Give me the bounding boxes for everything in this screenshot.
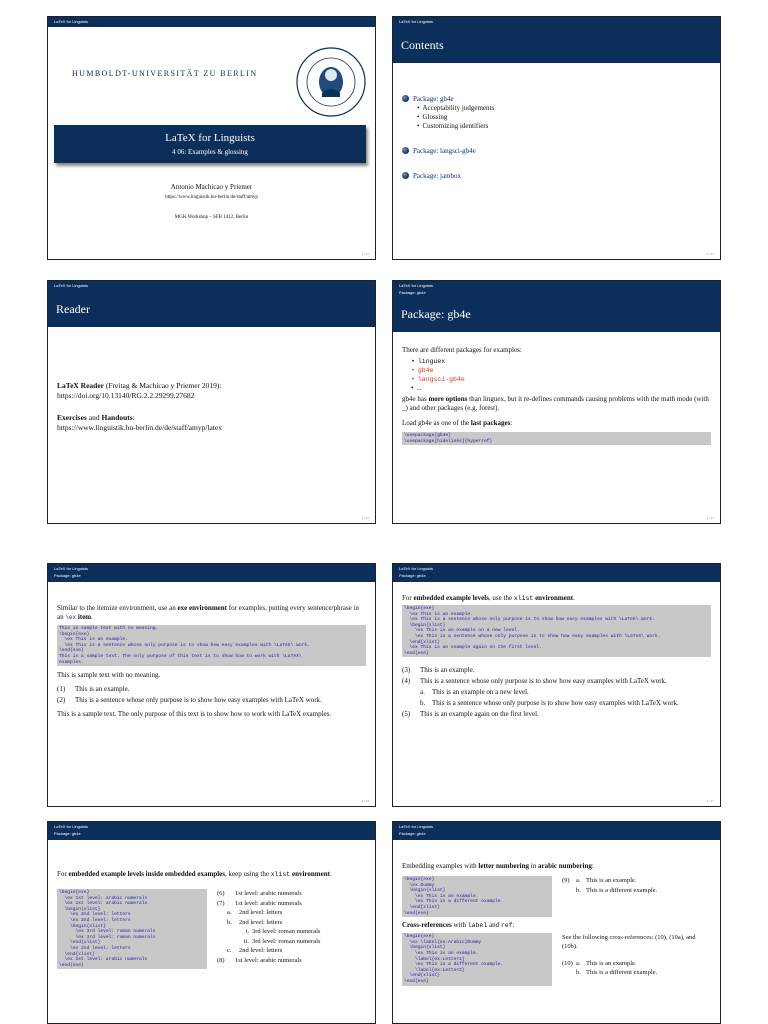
toc-subitem[interactable]: • Customizing identifiers — [424, 122, 711, 131]
nav-short-title: LaTeX for Linguists — [54, 283, 89, 288]
reader-doi[interactable]: https://doi.org/10.13140/RG.2.2.29299.27682 — [57, 391, 195, 400]
example-row — [217, 918, 320, 928]
pkg-item: • linguex — [418, 357, 711, 366]
page-number: 5 / 27 — [361, 799, 369, 803]
example-text: 1st level: arabic numerals — [235, 899, 302, 907]
intro-text: Similar to the itemize environment, use an exe environment for examples, putting every sentence/phrase in an \ex item. — [57, 604, 359, 621]
presentation-title: LaTeX for Linguists — [165, 132, 255, 144]
example-10: See the following cross-references: (10), (10a), and (10b). (10) a. This is an example. b. This is a different example. — [562, 933, 711, 985]
slide-header — [48, 822, 375, 840]
university-seal-icon — [294, 45, 368, 119]
nav-short-title: LaTeX for Linguists — [54, 824, 89, 829]
pkg-item: • gb4e — [418, 366, 711, 375]
example-number: (7) — [217, 899, 225, 907]
example-row — [217, 908, 320, 918]
example-row — [217, 927, 320, 937]
slide-header — [393, 822, 720, 840]
pkg-item: • ... — [418, 384, 711, 393]
example-row — [217, 946, 320, 956]
author: Antonio Machicao y Priemer — [170, 183, 253, 191]
nav-short-title: LaTeX for Linguists — [399, 19, 434, 24]
slide-header — [48, 17, 375, 27]
code-block: This is sample text with no meaning. \begin{exe} \ex This is an example. \ex This is a sentence whose only purpose is to show how easy examples with \LaTeX\ work. \end{exe} This is a sample text. The only purpose of this text is to show how to work with \LaTeX\ examples. — [57, 625, 366, 666]
example-5: (5) This is an example again on the first level. — [402, 710, 539, 719]
nav-short-title: LaTeX for Linguists — [399, 566, 434, 571]
nav-section: Package: gb4e — [399, 573, 426, 578]
example-number: b. — [227, 918, 232, 926]
example-text: 1st level: arabic numerals — [235, 956, 302, 964]
toc-item[interactable] — [402, 147, 711, 156]
example-number: (8) — [217, 956, 225, 964]
nav-short-title: LaTeX for Linguists — [399, 824, 434, 829]
example-list — [217, 889, 320, 969]
event: MGK Workshop – SFB 1412, Berlin — [174, 215, 249, 220]
slide-title — [47, 16, 376, 260]
example-row — [217, 899, 320, 909]
slide-exe — [47, 563, 376, 807]
slide-header — [393, 17, 720, 63]
slide-header — [48, 564, 375, 582]
toc-label: Package: langsci-gb4e — [413, 147, 476, 155]
example-text: 2nd level: letters — [239, 918, 283, 926]
toc-item[interactable] — [402, 95, 711, 104]
exercises-url[interactable]: https://www.linguistik.hu-berlin.de/de/staff/amyp/latex — [57, 423, 222, 432]
slide-header — [393, 564, 720, 582]
example-text: 2nd level: letters — [239, 909, 283, 916]
toc-label: Package: jambox — [413, 172, 462, 180]
exercises-line: Exercises and Handouts: — [57, 413, 135, 422]
code-block: \begin{exe} \ex Dummy \begin{xlist} \ex This is an example. \ex This is a different example. \end{xlist} \end{exe} — [402, 876, 552, 917]
code-block: \begin{exe} \ex This is an example. \ex This is a sentence whose only purpose is to show how easy examples with \LaTeX\ work. \begin{xlist} \ex This is an example on a new level. \ex This is a sentence whose only purpose is to show how easy examples with \LaTeX\ work. \end{xlist} \ex This is an example again on the first level. \end{exe} — [402, 605, 711, 657]
toc-item[interactable] — [402, 172, 711, 181]
example-number: (6) — [217, 890, 225, 897]
example-text: 3rd level: roman numerals — [252, 928, 321, 935]
ball-bullet-icon — [402, 147, 409, 154]
intro-text: Embedding examples with letter numbering in arabic numbering: — [402, 862, 594, 870]
slide-contents — [392, 16, 721, 260]
page-number: 3 / 27 — [361, 516, 369, 520]
slide-xlist — [392, 563, 721, 807]
intro-text: For embedded example levels inside embedded examples, keep using the xlist environment. — [57, 870, 332, 878]
crossref-heading: Cross-references with label and ref: — [402, 921, 515, 930]
example-4a: a. This is an example on a new level. — [420, 688, 529, 697]
example-row — [217, 956, 320, 966]
toc-subitem[interactable]: • Glossing — [424, 113, 711, 122]
example-row — [217, 937, 320, 947]
pkg-item: • langsci-gb4e — [418, 375, 711, 384]
load-note: Load gb4e as one of the last packages: — [402, 419, 513, 427]
intro-text: For embedded example levels, use the xlist environment. — [402, 594, 575, 602]
code-block: \usepackage{gb4e} \usepackage[hidelinks]{hyperref} — [402, 432, 711, 445]
page-number: 4 / 27 — [706, 516, 714, 520]
presentation-subtitle: 4 06: Examples & glossing — [172, 148, 248, 156]
nav-section: Package: gb4e — [399, 290, 426, 295]
nav-section: Package: gb4e — [399, 831, 426, 836]
ball-bullet-icon — [402, 172, 409, 179]
example-2: (2) This is a sentence whose only purpose is to show how easy examples with LaTeX work. — [57, 696, 322, 705]
slide-header — [393, 281, 720, 332]
gb4e-note: gb4e has more options than linguex, but it re-defines commands causing problems with the math mode (with _) and other packages (e.g. forest). — [402, 395, 709, 412]
reader-line: LaTeX Reader (Freitag & Machicao y Priemer 2019): — [57, 381, 222, 390]
crossref-text: See the following cross-references: (10), (10a), and (10b). — [562, 934, 696, 951]
slide-title: Package: gb4e — [401, 307, 471, 321]
example-text: 2nd level: letters — [239, 947, 283, 954]
toc-label: Package: gb4e — [413, 95, 454, 103]
slide-gb4e — [392, 280, 721, 524]
nav-short-title: LaTeX for Linguists — [54, 19, 89, 24]
example-4: (4) This is a sentence whose only purpose is to show how easy examples with LaTeX work. — [402, 677, 667, 686]
example-row — [217, 889, 320, 899]
slide-crossref — [392, 821, 721, 1024]
example-text: 1st level: arabic numerals — [235, 890, 302, 897]
nav-section: Package: gb4e — [54, 831, 81, 836]
slide-reader — [47, 280, 376, 524]
code-block: \begin{exe} \ex 1st level: arabic numerals \ex 1st level: arabic numerals \begin{xlist} \ex 2nd level: letters \ex 2nd level: letters \begin{xlist} \ex 3rd level: roman numerals \ex 3rd level: roman numerals \end{xlist} \ex 2nd level: letters \end{xlist} \ex 1st level: arabic numerals \end{exe} — [57, 889, 207, 969]
example-1: (1) This is an example. — [57, 685, 130, 694]
example-number: c. — [227, 947, 232, 954]
ball-bullet-icon — [402, 95, 409, 102]
title-box — [54, 125, 366, 163]
intro-text: There are different packages for examples: — [402, 346, 522, 354]
nav-short-title: LaTeX for Linguists — [399, 283, 434, 288]
example-9: (9) a. This is an example. b. This is a different example. — [562, 877, 658, 894]
after-text: This is a sample text. The only purpose of this text is to show how to work with LaTeX examples. — [57, 710, 332, 719]
example-text: 3rd level: roman numerals — [252, 937, 321, 945]
page-number: 2 / 27 — [706, 252, 714, 256]
example-3: (3) This is an example. — [402, 666, 475, 675]
slide-title: Reader — [56, 302, 90, 316]
university-name: HUMBOLDT-UNIVERSITÄT ZU BERLIN — [72, 69, 258, 78]
toc-subitem[interactable]: • Acceptability judgements — [424, 104, 711, 113]
code-block: \begin{exe} \ex \label{ex:Arabic}Dummy \begin{xlist} \ex This is an example. \label{ex:Letter1} \ex This is a different example. \label{ex:Letter2} \end{xlist} \end{exe} — [402, 933, 552, 985]
author-url[interactable]: https://www.linguistik.hu-berlin.de/staff/amyp — [165, 195, 258, 200]
slide-title: Contents — [401, 38, 444, 52]
nav-section: Package: gb4e — [54, 573, 81, 578]
slide-header — [48, 281, 375, 327]
slide-nested-xlist — [47, 821, 376, 1024]
example-number: ii. — [243, 937, 249, 945]
sample-text: This is sample text with no meaning. — [57, 671, 161, 680]
example-number: i. — [245, 928, 249, 935]
example-number: a. — [227, 909, 232, 916]
page-number: 6 / 27 — [706, 799, 714, 803]
nav-short-title: LaTeX for Linguists — [54, 566, 89, 571]
page-number: 1 / 27 — [361, 252, 369, 256]
example-4b: b. This is a sentence whose only purpose is to show how easy examples with LaTeX work. — [420, 699, 679, 708]
